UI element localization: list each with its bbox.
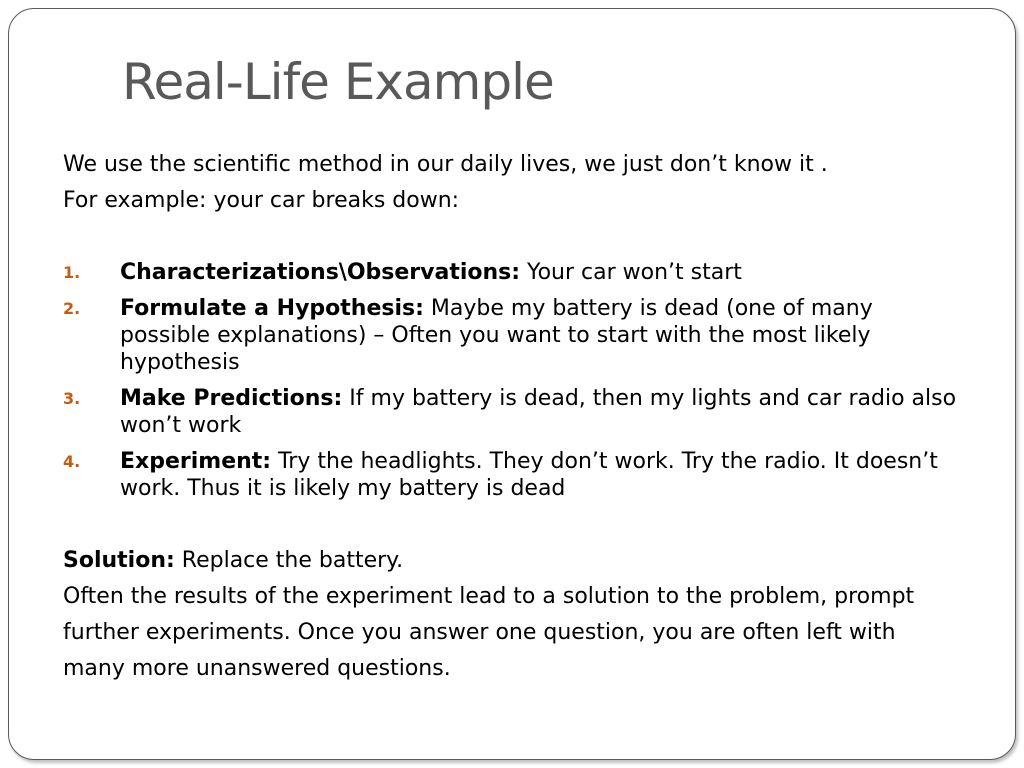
steps-list	[63, 259, 963, 502]
solution-text: Replace the battery.	[174, 548, 404, 573]
closing-line: further experiments. Once you answer one question, you are often left with	[63, 620, 896, 645]
list-number: 3.	[63, 389, 81, 408]
list-item	[63, 448, 963, 502]
list-item	[63, 259, 963, 286]
closing-line: Often the results of the experiment lead to a solution to the problem, prompt	[63, 584, 915, 609]
list-number: 2.	[63, 299, 81, 318]
solution-heading: Solution:	[63, 548, 175, 573]
slide-title: Real-Life Example	[122, 53, 554, 111]
step-heading: Formulate a Hypothesis:	[120, 296, 424, 321]
slide	[8, 8, 1016, 760]
solution-line	[63, 547, 963, 574]
step-heading: Experiment:	[120, 449, 272, 474]
slide-body	[63, 151, 963, 691]
step-heading: Make Predictions:	[120, 386, 343, 411]
list-number: 4.	[63, 452, 81, 471]
list-item	[63, 295, 963, 376]
step-text: If my battery is dead, then my lights and car radio also won’t work	[120, 386, 957, 438]
step-heading: Characterizations\Observations:	[120, 260, 521, 285]
intro-line: For example: your car breaks down:	[63, 188, 460, 213]
intro-line: We use the scientific method in our daily lives, we just don’t know it .	[63, 152, 828, 177]
list-number: 1.	[63, 263, 81, 282]
list-item	[63, 385, 963, 439]
step-text: Maybe my battery is dead (one of many possible explanations) – Often you want to start with the most likely hypothesis	[120, 296, 873, 375]
closing-line: many more unanswered questions.	[63, 656, 451, 681]
step-text: Your car won’t start	[520, 260, 742, 285]
blank-line	[63, 511, 963, 538]
blank-line	[63, 223, 963, 250]
step-text: Try the headlights. They don’t work. Try the radio. It doesn’t work. Thus it is likely my battery is dead	[120, 449, 938, 501]
